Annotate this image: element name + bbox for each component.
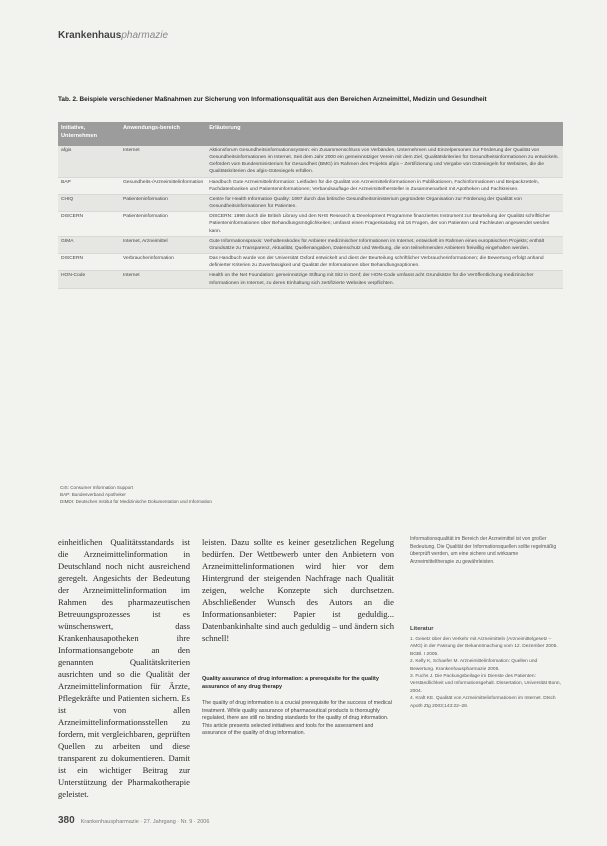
literature-list xyxy=(410,636,562,710)
table-row xyxy=(58,271,563,288)
literature-heading: Literatur xyxy=(410,626,434,632)
literature-item: 3. Fuchs J. Die Packungsbeilage im Dienste des Patienten: Verständlichkeit und Informationsgehalt. Dissertation, Universität Bonn, 2004. xyxy=(410,674,561,694)
table-row xyxy=(58,146,563,177)
cell-initiative: afgis xyxy=(58,146,120,177)
page-footer xyxy=(58,815,209,826)
cell-explanation: Gute Informationspraxis: Verhaltenskodex für Anbieter medizinischer Informationen im Internet, entwickelt im Rahmen eines europäischen Projekts; enthält Grundsätze zu Transparenz, Aktualität, Quellenangaben, Datenschutz und Werbung, die von teilnehmenden Anbietern freiwillig eingehalten werden. xyxy=(206,236,563,253)
cell-initiative: GIMA xyxy=(58,236,120,253)
body-column-3: Informationsqualität im Bereich der Arzneimittel ist von großer Bedeutung. Die Qualität der Informationsquellen sollte regelmäßig überprüft werden, um eine sichere und wirksame Arzneimitteltherapie zu gewährleisten. xyxy=(410,536,557,565)
table-row xyxy=(58,212,563,236)
cell-initiative: DISCERN xyxy=(58,212,120,236)
measures-table xyxy=(58,122,563,289)
table-header-explanation: Erläuterung xyxy=(206,122,563,146)
table-notes xyxy=(60,484,212,505)
cell-initiative: DISCERN xyxy=(58,254,120,271)
body-column-1: einheitlichen Qualitätsstandards ist die Arzneimittelinformation in Deutschland noch nicht ausreichend geregelt. Angesichts der Bedeutung der Arzneimittelinformation im Rahmen des pharmazeutischen Betreuungsprozesses ist es wünschenswert, dass Krankenhausapotheken ihre Informationsangebote an den genannten Qualitätskriterien ausrichten und so die Qualität der Arzneimittelinformation für Ärzte, Pflegekräfte und Patienten sichern. Es ist von allen Arzneimittelinformationsstellen zu fordern, mit vergleichbaren, geprüften Quellen zu arbeiten und diese transparent zu dokumentieren. Damit ist ein wichtiger Beitrag zur Unterstützung der Pharmakotherapie geleistet. xyxy=(58,537,190,799)
cell-initiative: HON-Code xyxy=(58,271,120,288)
cell-application: Gesundheits-/Arzneimittelinformation xyxy=(120,177,206,194)
table-caption: Tab. 2. Beispiele verschiedener Maßnahmen zur Sicherung von Informationsqualität aus den Bereichen Arzneimittel, Medizin und Gesundheit xyxy=(58,96,487,103)
cell-initiative: CHIQ xyxy=(58,194,120,211)
cell-application: Internet xyxy=(120,271,206,288)
body-column-2: leisten. Dazu sollte es keiner gesetzlichen Regelung bedürfen. Der Wettbewerb unter den Anbietern von Arzneimittelinformationen wird hier vor dem Hintergrund der steigenden Nachfrage nach Qualität zeigen, welche Konzepte sich durchsetzen. Abschließender Wunsch des Autors an die Informationsanbieter: Papier ist geduldig... Datenbankinhalte sind auch geduldig – und ändern sich schnell! xyxy=(202,537,394,643)
cell-explanation: DISCERN: 1998 durch die British Library und den NHS Research & Development Programme finanziertes Instrument zur Beurteilung der Qualität schriftlicher Patienteninformationen über Behandlungsmöglichkeiten; umfasst einen Fragenkatalog mit 16 Fragen, der von Patienten und Fachleuten angewendet werden kann. xyxy=(206,212,563,236)
cell-explanation: Aktionsforum Gesundheitsinformationssystem: ein Zusammenschluss von Verbänden, Unternehmen und Einzelpersonen zur Förderung der Qualität von Gesundheitsinformationen im Internet. Seit dem Jahr 2000 ein gemeinnütziger Verein mit dem Ziel, Qualitätskriterien für Gesundheitsinformationen zu entwickeln. Gefördert vom Bundesministerium für Gesundheit (BMG) im Rahmen des Projekts afgis – Zertifizierung und Vergabe von Gütesiegeln für Websites, die die Qualitätskriterien des afgis-Gütesiegels erfüllen. xyxy=(206,146,563,177)
english-abstract-title: Quality assurance of drug information: a prerequisite for the quality assurance of any drug therapy xyxy=(202,676,379,690)
cell-application: Verbraucherinformation xyxy=(120,254,206,271)
cell-explanation: Handbuch Gute Arzneimittelinformation: Leitfaden für die Qualität von Arzneimittelinformationen in Publikationen, Fachinformationen und Beipackzetteln, Fachdatenbanken und Patienteninformationen; Verbandsauflage der Arzneimittelhersteller in Zusammenarbeit mit Apotheken und Fachkreisen. xyxy=(206,177,563,194)
journal-info: Krankenhauspharmazie · 27. Jahrgang · Nr. 9 · 2006 xyxy=(80,819,210,825)
table-row xyxy=(58,177,563,194)
cell-application: Patienteninformation xyxy=(120,194,206,211)
table-row xyxy=(58,194,563,211)
cell-application: Patienteninformation xyxy=(120,212,206,236)
cell-explanation: Das Handbuch wurde von der Universität Oxford entwickelt und dient der Beurteilung schriftlicher Verbraucherinformationen; die Bewertung erfolgt anhand definierter Kriterien zu Zuverlässigkeit und Qualität der Informationen über Behandlungsoptionen. xyxy=(206,254,563,271)
table-row xyxy=(58,254,563,271)
table-note: CIS: Consumer Information Support xyxy=(60,485,134,490)
page-number: 380 xyxy=(58,815,75,826)
english-abstract-text: The quality of drug information is a crucial prerequisite for the success of medical treatment. While quality assurance of pharmaceutical products is thoroughly regulated, there are still no binding standards for the quality of drug information. This article presents selected initiatives and tools for the assessment and assurance of the quality of drug information. xyxy=(202,700,392,737)
header-brand-suffix: pharmazie xyxy=(121,30,169,41)
table-header-application: Anwendungs-bereich xyxy=(120,122,206,146)
table-header-initiative: Initiative, Unternehmen xyxy=(58,122,120,146)
cell-explanation: Health on the Net Foundation: gemeinnützige Stiftung mit Sitz in Genf; der HON-Code umfasst acht Grundsätze für die Veröffentlichung medizinischer Informationen im Internet, zu deren Einhaltung sich zertifizierte Websites verpflichten. xyxy=(206,271,563,288)
header-brand: Krankenhaus xyxy=(58,30,122,41)
cell-application: Internet xyxy=(120,146,206,177)
table-note: DIMDI: Deutsches Institut für Medizinische Dokumentation und Information xyxy=(60,499,212,504)
table-note: BAP: Bundesverband Apotheker xyxy=(60,492,126,497)
literature-item: 4. Kraft KE. Qualität von Arzneimittelinformationen im Internet. Dtsch Apoth Ztg 2003;143:22–28. xyxy=(410,696,556,709)
cell-initiative: BAP xyxy=(58,177,120,194)
literature-item: 2. Kelly K, Schaefer M. Arzneimittelinformation: Quellen und Bewertung. Krankenhauspharmazie 2005. xyxy=(410,659,538,672)
table-row xyxy=(58,236,563,253)
cell-application: Internet, Arzneimittel xyxy=(120,236,206,253)
running-header xyxy=(58,30,168,41)
cell-explanation: Centre for Health Information Quality: 1997 durch das britische Gesundheitsministerium gegründete Organisation zur Förderung der Qualität von Gesundheitsinformationen für Patienten. xyxy=(206,194,563,211)
literature-item: 1. Gesetz über den Verkehr mit Arzneimitteln (Arzneimittelgesetz – AMG) in der Fassung der Bekanntmachung vom 12. Dezember 2005. BGBl. I 2005. xyxy=(410,637,558,657)
